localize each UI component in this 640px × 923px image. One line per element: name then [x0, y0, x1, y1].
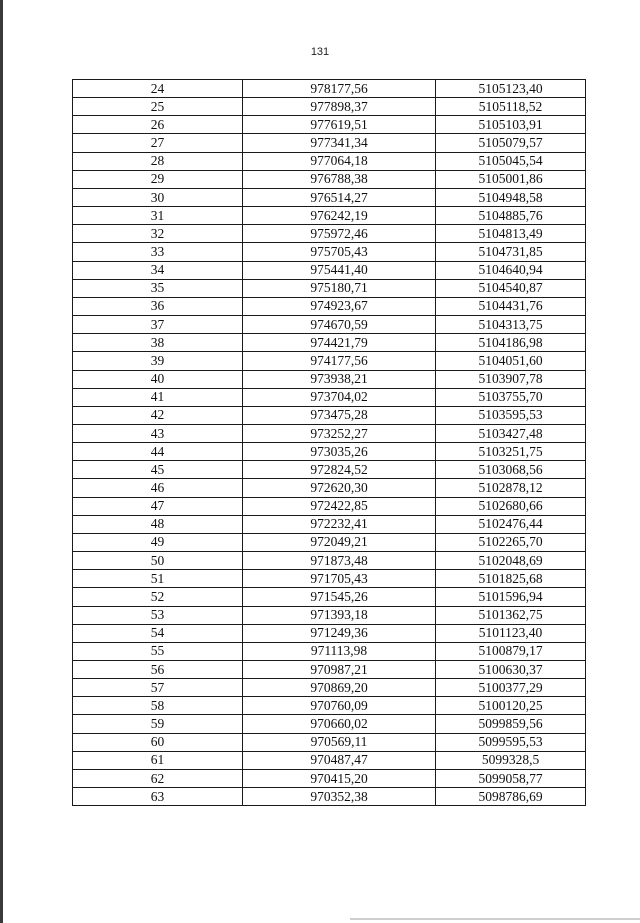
- point-number-cell: 45: [73, 461, 243, 479]
- table-row: [73, 170, 586, 188]
- table-row: [73, 733, 586, 751]
- point-number-cell: 32: [73, 225, 243, 243]
- table-row: [73, 207, 586, 225]
- table-row: [73, 479, 586, 497]
- x-coordinate-cell: 970869,20: [243, 679, 436, 697]
- y-coordinate-cell: 5104731,85: [436, 243, 586, 261]
- point-number-cell: 50: [73, 552, 243, 570]
- point-number-cell: 55: [73, 642, 243, 660]
- y-coordinate-cell: 5103755,70: [436, 388, 586, 406]
- point-number-cell: 41: [73, 388, 243, 406]
- y-coordinate-cell: 5103427,48: [436, 424, 586, 442]
- point-number-cell: 26: [73, 116, 243, 134]
- y-coordinate-cell: 5103595,53: [436, 406, 586, 424]
- y-coordinate-cell: 5105045,54: [436, 152, 586, 170]
- y-coordinate-cell: 5101596,94: [436, 588, 586, 606]
- point-number-cell: 24: [73, 80, 243, 98]
- point-number-cell: 39: [73, 352, 243, 370]
- y-coordinate-cell: 5104640,94: [436, 261, 586, 279]
- y-coordinate-cell: 5104313,75: [436, 316, 586, 334]
- table-row: [73, 188, 586, 206]
- table-row: [73, 769, 586, 787]
- table-row: [73, 606, 586, 624]
- table-row: [73, 642, 586, 660]
- y-coordinate-cell: 5102048,69: [436, 552, 586, 570]
- scan-edge: [0, 0, 3, 923]
- x-coordinate-cell: 977341,34: [243, 134, 436, 152]
- point-number-cell: 49: [73, 533, 243, 551]
- x-coordinate-cell: 974923,67: [243, 297, 436, 315]
- y-coordinate-cell: 5104431,76: [436, 297, 586, 315]
- y-coordinate-cell: 5104051,60: [436, 352, 586, 370]
- x-coordinate-cell: 971393,18: [243, 606, 436, 624]
- x-coordinate-cell: 972049,21: [243, 533, 436, 551]
- table-row: [73, 424, 586, 442]
- point-number-cell: 43: [73, 424, 243, 442]
- point-number-cell: 63: [73, 788, 243, 806]
- x-coordinate-cell: 972232,41: [243, 515, 436, 533]
- y-coordinate-cell: 5103907,78: [436, 370, 586, 388]
- table-row: [73, 98, 586, 116]
- point-number-cell: 47: [73, 497, 243, 515]
- x-coordinate-cell: 972422,85: [243, 497, 436, 515]
- x-coordinate-cell: 976514,27: [243, 188, 436, 206]
- table-row: [73, 661, 586, 679]
- table-row: [73, 152, 586, 170]
- x-coordinate-cell: 970487,47: [243, 751, 436, 769]
- y-coordinate-cell: 5102265,70: [436, 533, 586, 551]
- point-number-cell: 37: [73, 316, 243, 334]
- coordinates-table-body: [73, 80, 586, 806]
- table-row: [73, 497, 586, 515]
- x-coordinate-cell: 970569,11: [243, 733, 436, 751]
- point-number-cell: 54: [73, 624, 243, 642]
- x-coordinate-cell: 971873,48: [243, 552, 436, 570]
- y-coordinate-cell: 5100377,29: [436, 679, 586, 697]
- x-coordinate-cell: 975705,43: [243, 243, 436, 261]
- x-coordinate-cell: 970987,21: [243, 661, 436, 679]
- y-coordinate-cell: 5101362,75: [436, 606, 586, 624]
- point-number-cell: 57: [73, 679, 243, 697]
- point-number-cell: 28: [73, 152, 243, 170]
- table-row: [73, 461, 586, 479]
- point-number-cell: 48: [73, 515, 243, 533]
- point-number-cell: 42: [73, 406, 243, 424]
- table-row: [73, 80, 586, 98]
- point-number-cell: 58: [73, 697, 243, 715]
- x-coordinate-cell: 970415,20: [243, 769, 436, 787]
- y-coordinate-cell: 5101825,68: [436, 570, 586, 588]
- point-number-cell: 35: [73, 279, 243, 297]
- point-number-cell: 61: [73, 751, 243, 769]
- table-row: [73, 533, 586, 551]
- point-number-cell: 60: [73, 733, 243, 751]
- y-coordinate-cell: 5104186,98: [436, 334, 586, 352]
- y-coordinate-cell: 5098786,69: [436, 788, 586, 806]
- table-row: [73, 406, 586, 424]
- table-row: [73, 570, 586, 588]
- x-coordinate-cell: 971545,26: [243, 588, 436, 606]
- scan-bottom-mark: [350, 918, 640, 920]
- point-number-cell: 59: [73, 715, 243, 733]
- x-coordinate-cell: 975441,40: [243, 261, 436, 279]
- table-row: [73, 334, 586, 352]
- point-number-cell: 40: [73, 370, 243, 388]
- y-coordinate-cell: 5104813,49: [436, 225, 586, 243]
- x-coordinate-cell: 977619,51: [243, 116, 436, 134]
- x-coordinate-cell: 974421,79: [243, 334, 436, 352]
- point-number-cell: 56: [73, 661, 243, 679]
- y-coordinate-cell: 5104885,76: [436, 207, 586, 225]
- table-row: [73, 788, 586, 806]
- point-number-cell: 31: [73, 207, 243, 225]
- x-coordinate-cell: 975972,46: [243, 225, 436, 243]
- point-number-cell: 29: [73, 170, 243, 188]
- x-coordinate-cell: 973704,02: [243, 388, 436, 406]
- table-row: [73, 624, 586, 642]
- x-coordinate-cell: 976242,19: [243, 207, 436, 225]
- point-number-cell: 25: [73, 98, 243, 116]
- point-number-cell: 51: [73, 570, 243, 588]
- table-row: [73, 297, 586, 315]
- y-coordinate-cell: 5101123,40: [436, 624, 586, 642]
- point-number-cell: 36: [73, 297, 243, 315]
- y-coordinate-cell: 5104540,87: [436, 279, 586, 297]
- table-row: [73, 370, 586, 388]
- x-coordinate-cell: 978177,56: [243, 80, 436, 98]
- table-row: [73, 279, 586, 297]
- table-row: [73, 552, 586, 570]
- y-coordinate-cell: 5102680,66: [436, 497, 586, 515]
- x-coordinate-cell: 970760,09: [243, 697, 436, 715]
- table-row: [73, 715, 586, 733]
- point-number-cell: 62: [73, 769, 243, 787]
- y-coordinate-cell: 5105079,57: [436, 134, 586, 152]
- point-number-cell: 27: [73, 134, 243, 152]
- point-number-cell: 30: [73, 188, 243, 206]
- x-coordinate-cell: 971113,98: [243, 642, 436, 660]
- y-coordinate-cell: 5102878,12: [436, 479, 586, 497]
- y-coordinate-cell: 5105001,86: [436, 170, 586, 188]
- y-coordinate-cell: 5100120,25: [436, 697, 586, 715]
- table-row: [73, 243, 586, 261]
- page-number: 131: [310, 46, 330, 58]
- y-coordinate-cell: 5099595,53: [436, 733, 586, 751]
- x-coordinate-cell: 972824,52: [243, 461, 436, 479]
- y-coordinate-cell: 5105123,40: [436, 80, 586, 98]
- y-coordinate-cell: 5099058,77: [436, 769, 586, 787]
- table-row: [73, 679, 586, 697]
- point-number-cell: 33: [73, 243, 243, 261]
- y-coordinate-cell: 5103251,75: [436, 443, 586, 461]
- table-row: [73, 751, 586, 769]
- y-coordinate-cell: 5105103,91: [436, 116, 586, 134]
- table-row: [73, 352, 586, 370]
- table-row: [73, 134, 586, 152]
- x-coordinate-cell: 974670,59: [243, 316, 436, 334]
- table-row: [73, 588, 586, 606]
- x-coordinate-cell: 972620,30: [243, 479, 436, 497]
- point-number-cell: 38: [73, 334, 243, 352]
- x-coordinate-cell: 977898,37: [243, 98, 436, 116]
- y-coordinate-cell: 5103068,56: [436, 461, 586, 479]
- x-coordinate-cell: 976788,38: [243, 170, 436, 188]
- point-number-cell: 44: [73, 443, 243, 461]
- table-row: [73, 515, 586, 533]
- x-coordinate-cell: 973938,21: [243, 370, 436, 388]
- point-number-cell: 34: [73, 261, 243, 279]
- x-coordinate-cell: 973252,27: [243, 424, 436, 442]
- x-coordinate-cell: 970660,02: [243, 715, 436, 733]
- x-coordinate-cell: 973035,26: [243, 443, 436, 461]
- table-row: [73, 261, 586, 279]
- x-coordinate-cell: 971249,36: [243, 624, 436, 642]
- y-coordinate-cell: 5099328,5: [436, 751, 586, 769]
- table-row: [73, 443, 586, 461]
- point-number-cell: 52: [73, 588, 243, 606]
- x-coordinate-cell: 977064,18: [243, 152, 436, 170]
- y-coordinate-cell: 5099859,56: [436, 715, 586, 733]
- table-row: [73, 116, 586, 134]
- y-coordinate-cell: 5104948,58: [436, 188, 586, 206]
- x-coordinate-cell: 970352,38: [243, 788, 436, 806]
- x-coordinate-cell: 974177,56: [243, 352, 436, 370]
- y-coordinate-cell: 5100879,17: [436, 642, 586, 660]
- point-number-cell: 53: [73, 606, 243, 624]
- table-row: [73, 388, 586, 406]
- coordinates-table: [72, 79, 586, 806]
- x-coordinate-cell: 973475,28: [243, 406, 436, 424]
- x-coordinate-cell: 975180,71: [243, 279, 436, 297]
- y-coordinate-cell: 5102476,44: [436, 515, 586, 533]
- table-row: [73, 697, 586, 715]
- y-coordinate-cell: 5100630,37: [436, 661, 586, 679]
- table-row: [73, 316, 586, 334]
- y-coordinate-cell: 5105118,52: [436, 98, 586, 116]
- x-coordinate-cell: 971705,43: [243, 570, 436, 588]
- point-number-cell: 46: [73, 479, 243, 497]
- table-row: [73, 225, 586, 243]
